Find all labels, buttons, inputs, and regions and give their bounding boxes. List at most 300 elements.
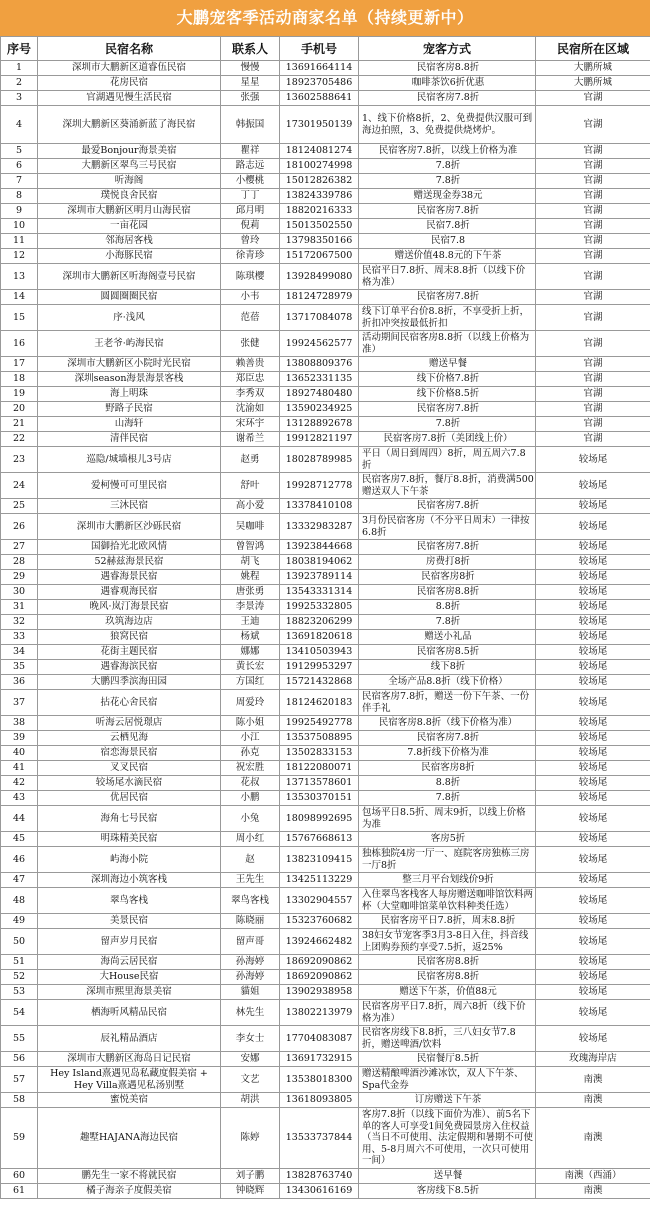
cell-name: 辰礼精品酒店 — [38, 1026, 221, 1052]
table-row — [1, 174, 650, 189]
cell-area: 官湖 — [536, 417, 650, 432]
cell-phone: 13691664114 — [280, 61, 359, 76]
cell-offer: 7.8折 — [359, 159, 536, 174]
table-row — [1, 660, 650, 675]
cell-phone: 19928712778 — [280, 473, 359, 499]
cell-phone: 13652331135 — [280, 372, 359, 387]
cell-contact: 娜娜 — [221, 645, 280, 660]
cell-name: 三沐民宿 — [38, 499, 221, 514]
cell-contact: 孙海婷 — [221, 955, 280, 970]
cell-offer: 民宿客房7.8折，赠送一份下午茶、一份伴手礼 — [359, 690, 536, 716]
cell-offer: 订房赠送下午茶 — [359, 1093, 536, 1108]
cell-offer: 7.8折线下价格为准 — [359, 746, 536, 761]
cell-no: 32 — [1, 615, 38, 630]
cell-name: 蜜悦美宿 — [38, 1093, 221, 1108]
table-row — [1, 357, 650, 372]
cell-contact: 钟晓辉 — [221, 1184, 280, 1199]
table-row — [1, 305, 650, 331]
cell-name: 云栖见海 — [38, 731, 221, 746]
cell-name: 深圳市大鹏新区明月山海民宿 — [38, 204, 221, 219]
header-offer: 宠客方式 — [359, 37, 536, 61]
cell-name: 一亩花园 — [38, 219, 221, 234]
cell-contact: 陈晓丽 — [221, 914, 280, 929]
cell-contact: 杨斌 — [221, 630, 280, 645]
cell-area: 官湖 — [536, 249, 650, 264]
cell-area: 较场尾 — [536, 776, 650, 791]
table-row — [1, 219, 650, 234]
cell-no: 45 — [1, 832, 38, 847]
cell-name: 鹏先生一家不将就民宿 — [38, 1169, 221, 1184]
cell-no: 17 — [1, 357, 38, 372]
cell-name: 璞悦良舍民宿 — [38, 189, 221, 204]
cell-no: 12 — [1, 249, 38, 264]
table-row — [1, 91, 650, 106]
cell-name: 大House民宿 — [38, 970, 221, 985]
table-row — [1, 473, 650, 499]
cell-name: 52赫兹海景民宿 — [38, 555, 221, 570]
cell-offer: 3月份民宿客房（不分平日周末）一律按6.8折 — [359, 514, 536, 540]
cell-no: 61 — [1, 1184, 38, 1199]
table-row — [1, 1093, 650, 1108]
cell-name: 清伴民宿 — [38, 432, 221, 447]
table-row — [1, 832, 650, 847]
cell-phone: 15012826382 — [280, 174, 359, 189]
cell-area: 官湖 — [536, 402, 650, 417]
cell-area: 较场尾 — [536, 447, 650, 473]
cell-area: 较场尾 — [536, 645, 650, 660]
cell-no: 24 — [1, 473, 38, 499]
cell-no: 29 — [1, 570, 38, 585]
table-row — [1, 570, 650, 585]
table-row — [1, 791, 650, 806]
cell-phone: 18028789985 — [280, 447, 359, 473]
table-row — [1, 914, 650, 929]
table-row — [1, 970, 650, 985]
cell-contact: 沈渝如 — [221, 402, 280, 417]
cell-area: 较场尾 — [536, 955, 650, 970]
cell-area: 官湖 — [536, 106, 650, 144]
cell-no: 19 — [1, 387, 38, 402]
cell-contact: 姚程 — [221, 570, 280, 585]
cell-name: 国御拾光北欧风情 — [38, 540, 221, 555]
table-row — [1, 929, 650, 955]
cell-contact: 陈小姐 — [221, 716, 280, 731]
cell-contact: 周小红 — [221, 832, 280, 847]
table-row — [1, 761, 650, 776]
cell-no: 34 — [1, 645, 38, 660]
cell-offer: 客房7.8折（以线下面价为准）、前5名下单的客人可享受1间免费园景房入住权益（当日不可使用、法定假期和暑期不可使用、5-8月周六不可使用，一次只可使用一间） — [359, 1108, 536, 1169]
merchant-table — [0, 36, 650, 1199]
cell-no: 1 — [1, 61, 38, 76]
cell-no: 9 — [1, 204, 38, 219]
cell-phone: 18923705486 — [280, 76, 359, 91]
cell-offer: 民宿客房8.8折 — [359, 585, 536, 600]
cell-contact: 孙克 — [221, 746, 280, 761]
cell-phone: 13928499080 — [280, 264, 359, 290]
cell-offer: 赠送精酿啤酒沙滩冰饮，双人下午茶、Spa代金券 — [359, 1067, 536, 1093]
cell-contact: 陈琪樱 — [221, 264, 280, 290]
cell-contact: 赵勇 — [221, 447, 280, 473]
cell-area: 官湖 — [536, 305, 650, 331]
cell-area: 较场尾 — [536, 746, 650, 761]
cell-offer: 民宿客房7.8折 — [359, 499, 536, 514]
header-contact: 联系人 — [221, 37, 280, 61]
cell-name: 深圳市大鹏新区道睿伍民宿 — [38, 61, 221, 76]
cell-offer: 线下8折 — [359, 660, 536, 675]
cell-no: 30 — [1, 585, 38, 600]
cell-no: 48 — [1, 888, 38, 914]
cell-no: 54 — [1, 1000, 38, 1026]
cell-name: 最爱Bonjour海景美宿 — [38, 144, 221, 159]
cell-name: 深圳season海景海景客栈 — [38, 372, 221, 387]
table-row — [1, 189, 650, 204]
cell-no: 53 — [1, 985, 38, 1000]
table-row — [1, 514, 650, 540]
table-row — [1, 1169, 650, 1184]
cell-offer: 房费打8折 — [359, 555, 536, 570]
cell-phone: 18098992695 — [280, 806, 359, 832]
cell-offer: 送早餐 — [359, 1169, 536, 1184]
cell-area: 官湖 — [536, 387, 650, 402]
cell-name: 大鹏四季滨海田园 — [38, 675, 221, 690]
cell-area: 官湖 — [536, 91, 650, 106]
cell-contact: 小韦 — [221, 290, 280, 305]
cell-no: 14 — [1, 290, 38, 305]
header-row — [1, 37, 650, 61]
cell-offer: 民宿客房8.8折 — [359, 955, 536, 970]
cell-contact: 韩振国 — [221, 106, 280, 144]
cell-contact: 邱月明 — [221, 204, 280, 219]
cell-phone: 13410503943 — [280, 645, 359, 660]
cell-name: 橘子海亲子度假美宿 — [38, 1184, 221, 1199]
cell-name: 海上明珠 — [38, 387, 221, 402]
cell-area: 官湖 — [536, 432, 650, 447]
header-no: 序号 — [1, 37, 38, 61]
cell-contact: 花叔 — [221, 776, 280, 791]
cell-offer: 民宿客房8.8折（线下价格为准） — [359, 716, 536, 731]
cell-no: 47 — [1, 873, 38, 888]
cell-offer: 线下订单平台价8.8折，不享受折上折，折扣冲突按最低折扣 — [359, 305, 536, 331]
cell-contact: 徐青珍 — [221, 249, 280, 264]
cell-phone: 13691820618 — [280, 630, 359, 645]
cell-no: 39 — [1, 731, 38, 746]
cell-phone: 13533737844 — [280, 1108, 359, 1169]
cell-phone: 13530370151 — [280, 791, 359, 806]
table-row — [1, 540, 650, 555]
cell-no: 23 — [1, 447, 38, 473]
table-row — [1, 1184, 650, 1199]
cell-name: 大鹏新区翠鸟三号民宿 — [38, 159, 221, 174]
cell-name: 优居民宿 — [38, 791, 221, 806]
cell-phone: 13924662482 — [280, 929, 359, 955]
cell-offer: 赠送价值48.8元的下午茶 — [359, 249, 536, 264]
cell-offer: 赠送小礼品 — [359, 630, 536, 645]
cell-area: 较场尾 — [536, 761, 650, 776]
cell-area: 南澳 — [536, 1067, 650, 1093]
cell-no: 58 — [1, 1093, 38, 1108]
cell-name: 圆圆圈圈民宿 — [38, 290, 221, 305]
cell-offer: 7.8折 — [359, 615, 536, 630]
table-row — [1, 888, 650, 914]
cell-no: 22 — [1, 432, 38, 447]
cell-name: 遇睿海景民宿 — [38, 570, 221, 585]
cell-name: 听海阁 — [38, 174, 221, 189]
cell-no: 43 — [1, 791, 38, 806]
cell-phone: 13808809376 — [280, 357, 359, 372]
cell-name: 深圳市大鹏新区海岛日记民宿 — [38, 1052, 221, 1067]
cell-contact: 谢希兰 — [221, 432, 280, 447]
table-row — [1, 847, 650, 873]
cell-contact: 刘子鹏 — [221, 1169, 280, 1184]
cell-no: 26 — [1, 514, 38, 540]
cell-offer: 全场产品8.8折（线下价格） — [359, 675, 536, 690]
cell-name: 栖海听风精品民宿 — [38, 1000, 221, 1026]
cell-offer: 民宿客房平日7.8折，周末8.8折 — [359, 914, 536, 929]
cell-contact: 祝宏胜 — [221, 761, 280, 776]
cell-name: 狼窝民宿 — [38, 630, 221, 645]
cell-no: 42 — [1, 776, 38, 791]
cell-no: 31 — [1, 600, 38, 615]
cell-phone: 18100274998 — [280, 159, 359, 174]
cell-offer: 38妇女节宠客季3月3-8日入住，抖音线上团购券预约享受7.5折，返25% — [359, 929, 536, 955]
cell-name: 深圳市大鹏新区小院时光民宿 — [38, 357, 221, 372]
cell-offer: 线下价格8.5折 — [359, 387, 536, 402]
header-area: 民宿所在区域 — [536, 37, 650, 61]
cell-name: 山海轩 — [38, 417, 221, 432]
cell-no: 16 — [1, 331, 38, 357]
cell-offer: 入住翠鸟客栈客人每房赠送咖啡馆饮料两杯（大堂咖啡馆菜单饮料种类任选） — [359, 888, 536, 914]
cell-phone: 15172067500 — [280, 249, 359, 264]
cell-no: 57 — [1, 1067, 38, 1093]
table-row — [1, 873, 650, 888]
cell-contact: 貓姐 — [221, 985, 280, 1000]
header-phone: 手机号 — [280, 37, 359, 61]
cell-contact: 赵 — [221, 847, 280, 873]
cell-area: 较场尾 — [536, 514, 650, 540]
cell-phone: 17301950139 — [280, 106, 359, 144]
cell-contact: 赖善贵 — [221, 357, 280, 372]
cell-phone: 13902938958 — [280, 985, 359, 1000]
cell-contact: 吴咖啡 — [221, 514, 280, 540]
cell-contact: 瞿祥 — [221, 144, 280, 159]
cell-area: 较场尾 — [536, 985, 650, 1000]
cell-offer: 8.8折 — [359, 600, 536, 615]
table-row — [1, 731, 650, 746]
cell-contact: 陈婷 — [221, 1108, 280, 1169]
cell-contact: 文艺 — [221, 1067, 280, 1093]
table-row — [1, 106, 650, 144]
cell-phone: 13923789114 — [280, 570, 359, 585]
cell-phone: 13691732915 — [280, 1052, 359, 1067]
cell-offer: 民宿7.8折 — [359, 219, 536, 234]
cell-offer: 线下价格7.8折 — [359, 372, 536, 387]
cell-area: 南澳 — [536, 1184, 650, 1199]
cell-phone: 13378410108 — [280, 499, 359, 514]
cell-no: 51 — [1, 955, 38, 970]
cell-contact: 李女士 — [221, 1026, 280, 1052]
cell-name: 小海豚民宿 — [38, 249, 221, 264]
cell-area: 官湖 — [536, 264, 650, 290]
cell-phone: 19924562577 — [280, 331, 359, 357]
cell-area: 较场尾 — [536, 791, 650, 806]
cell-name: 序·浅风 — [38, 305, 221, 331]
table-row — [1, 387, 650, 402]
table-row — [1, 144, 650, 159]
cell-phone: 18124081274 — [280, 144, 359, 159]
cell-offer: 民宿客房8.8折 — [359, 61, 536, 76]
cell-offer: 民宿客房8折 — [359, 761, 536, 776]
cell-phone: 13128892678 — [280, 417, 359, 432]
cell-area: 较场尾 — [536, 970, 650, 985]
cell-phone: 15721432868 — [280, 675, 359, 690]
cell-area: 较场尾 — [536, 929, 650, 955]
cell-contact: 小兔 — [221, 806, 280, 832]
cell-area: 较场尾 — [536, 473, 650, 499]
cell-phone: 13802213979 — [280, 1000, 359, 1026]
cell-contact: 曾智鸿 — [221, 540, 280, 555]
cell-name: 海角七号民宿 — [38, 806, 221, 832]
cell-offer: 民宿客房8.5折 — [359, 645, 536, 660]
cell-phone: 19912821197 — [280, 432, 359, 447]
cell-no: 2 — [1, 76, 38, 91]
cell-offer: 包场平日8.5折、周末9折，以线上价格为准 — [359, 806, 536, 832]
cell-area: 官湖 — [536, 372, 650, 387]
cell-no: 46 — [1, 847, 38, 873]
cell-area: 较场尾 — [536, 873, 650, 888]
cell-contact: 舒叶 — [221, 473, 280, 499]
cell-name: 海尚云居民宿 — [38, 955, 221, 970]
cell-contact: 宋环宇 — [221, 417, 280, 432]
cell-contact: 方国红 — [221, 675, 280, 690]
cell-contact: 李景涛 — [221, 600, 280, 615]
cell-offer: 民宿客房7.8折，以线上价格为准 — [359, 144, 536, 159]
cell-offer: 咖啡茶饮6折优惠 — [359, 76, 536, 91]
cell-phone: 13798350166 — [280, 234, 359, 249]
cell-no: 50 — [1, 929, 38, 955]
cell-contact: 林先生 — [221, 1000, 280, 1026]
cell-no: 59 — [1, 1108, 38, 1169]
cell-name: 深圳市熙里海景美宿 — [38, 985, 221, 1000]
table-row — [1, 264, 650, 290]
cell-phone: 18820216333 — [280, 204, 359, 219]
cell-offer: 赠送下午茶，价值88元 — [359, 985, 536, 1000]
cell-contact: 小樱桃 — [221, 174, 280, 189]
cell-no: 38 — [1, 716, 38, 731]
cell-area: 较场尾 — [536, 499, 650, 514]
cell-area: 官湖 — [536, 219, 650, 234]
cell-phone: 13713578601 — [280, 776, 359, 791]
cell-contact: 慢慢 — [221, 61, 280, 76]
table-row — [1, 555, 650, 570]
cell-name: 听海云居悦璟店 — [38, 716, 221, 731]
table-row — [1, 585, 650, 600]
cell-phone: 18124728979 — [280, 290, 359, 305]
cell-phone: 15323760682 — [280, 914, 359, 929]
cell-phone: 13824339786 — [280, 189, 359, 204]
cell-no: 20 — [1, 402, 38, 417]
table-row — [1, 600, 650, 615]
cell-phone: 18692090862 — [280, 970, 359, 985]
cell-offer: 民宿平日7.8折、周末8.8折（以线下价格为准） — [359, 264, 536, 290]
cell-phone: 17704083087 — [280, 1026, 359, 1052]
cell-area: 玫瑰海岸店 — [536, 1052, 650, 1067]
table-row — [1, 716, 650, 731]
cell-phone: 13302904557 — [280, 888, 359, 914]
cell-contact: 胡飞 — [221, 555, 280, 570]
table-row — [1, 1052, 650, 1067]
cell-offer: 民宿客房7.8折 — [359, 540, 536, 555]
cell-offer: 1、线下价格8折，2、免费提供汉服可到海边拍照，3、免费提供烧烤炉。 — [359, 106, 536, 144]
cell-phone: 13602588641 — [280, 91, 359, 106]
table-row — [1, 234, 650, 249]
cell-area: 较场尾 — [536, 555, 650, 570]
cell-no: 52 — [1, 970, 38, 985]
table-row — [1, 417, 650, 432]
cell-offer: 民宿客房8.8折 — [359, 970, 536, 985]
cell-offer: 客房线下8.5折 — [359, 1184, 536, 1199]
cell-offer: 7.8折 — [359, 174, 536, 189]
cell-no: 18 — [1, 372, 38, 387]
cell-phone: 15013502550 — [280, 219, 359, 234]
cell-name: 官湖遇见慢生活民宿 — [38, 91, 221, 106]
cell-no: 25 — [1, 499, 38, 514]
cell-no: 11 — [1, 234, 38, 249]
cell-offer: 赠送早餐 — [359, 357, 536, 372]
cell-offer: 民宿客房7.8折 — [359, 91, 536, 106]
cell-contact: 胡洪 — [221, 1093, 280, 1108]
table-row — [1, 985, 650, 1000]
cell-area: 官湖 — [536, 290, 650, 305]
cell-area: 较场尾 — [536, 660, 650, 675]
cell-no: 36 — [1, 675, 38, 690]
cell-no: 5 — [1, 144, 38, 159]
cell-name: 深圳大鹏新区葵涌新蓝了海民宿 — [38, 106, 221, 144]
cell-area: 官湖 — [536, 331, 650, 357]
table-row — [1, 76, 650, 91]
cell-area: 南澳 — [536, 1093, 650, 1108]
cell-no: 7 — [1, 174, 38, 189]
cell-offer: 7.8折 — [359, 791, 536, 806]
cell-no: 41 — [1, 761, 38, 776]
cell-area: 较场尾 — [536, 540, 650, 555]
cell-contact: 小鹏 — [221, 791, 280, 806]
cell-phone: 18124620183 — [280, 690, 359, 716]
cell-phone: 18038194062 — [280, 555, 359, 570]
table-row — [1, 402, 650, 417]
cell-contact: 王迪 — [221, 615, 280, 630]
cell-offer: 8.8折 — [359, 776, 536, 791]
table-row — [1, 1026, 650, 1052]
cell-area: 较场尾 — [536, 888, 650, 914]
cell-offer: 民宿客房7.8折（美团线上价） — [359, 432, 536, 447]
cell-area: 较场尾 — [536, 731, 650, 746]
cell-no: 33 — [1, 630, 38, 645]
cell-no: 8 — [1, 189, 38, 204]
cell-no: 28 — [1, 555, 38, 570]
cell-phone: 13502833153 — [280, 746, 359, 761]
cell-area: 官湖 — [536, 144, 650, 159]
table-row — [1, 806, 650, 832]
table-row — [1, 1000, 650, 1026]
cell-offer: 活动期间民宿客房8.8折（以线上价格为准） — [359, 331, 536, 357]
cell-phone: 13717084078 — [280, 305, 359, 331]
cell-no: 44 — [1, 806, 38, 832]
cell-phone: 19129953297 — [280, 660, 359, 675]
cell-area: 较场尾 — [536, 630, 650, 645]
cell-area: 较场尾 — [536, 600, 650, 615]
table-row — [1, 447, 650, 473]
cell-phone: 13537508895 — [280, 731, 359, 746]
